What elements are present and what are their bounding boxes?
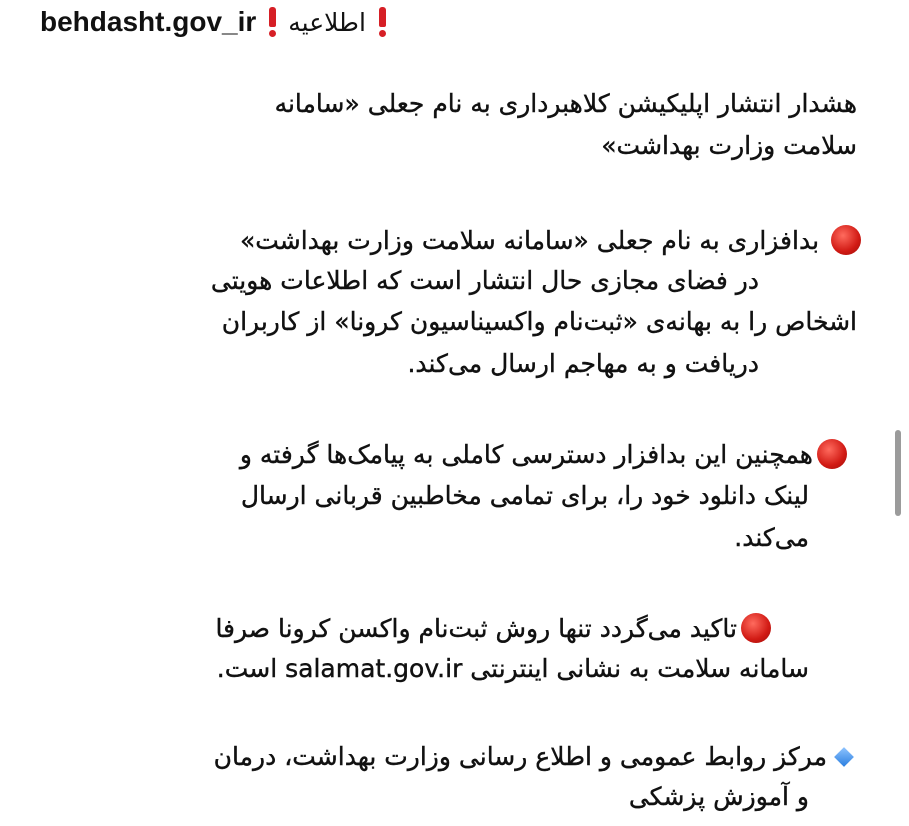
blue-diamond-icon <box>834 747 854 767</box>
caption-line: می‌کند. <box>734 523 809 552</box>
caption-line: و آموزش پزشکی <box>628 782 809 811</box>
caption-line <box>31 222 861 260</box>
caption-line: اشخاص را به بهانه‌ی «ثبت‌نام واکسیناسیون کرونا» از کاربران <box>221 307 857 336</box>
exclamation-icon <box>268 7 276 37</box>
caption-line: در فضای مجازی حال انتشار است که اطلاعات هویتی <box>210 266 759 295</box>
caption-text: مرکز روابط عمومی و اطلاع رسانی وزارت بهداشت، درمان <box>213 742 827 771</box>
caption-text: همچنین این بدافزار دسترسی کاملی به پیامک‌ها گرفته و <box>239 440 813 469</box>
post-title: اطلاعیه <box>288 7 366 37</box>
username-link[interactable]: behdasht.gov_ir <box>40 6 257 37</box>
exclamation-icon <box>378 7 386 37</box>
caption-line: سلامت وزارت بهداشت» <box>601 131 857 160</box>
caption-line: هشدار انتشار اپلیکیشن کلاهبرداری به نام جعلی «سامانه <box>274 89 857 118</box>
caption-line: لینک دانلود خود را، برای تمامی مخاطبین قربانی ارسال <box>240 481 809 510</box>
red-circle-icon <box>817 439 847 469</box>
scrollbar[interactable] <box>895 430 901 516</box>
caption-line: دریافت و به مهاجم ارسال می‌کند. <box>407 349 759 378</box>
caption-line <box>27 738 857 776</box>
caption-line <box>17 436 847 474</box>
caption-line: سامانه سلامت به نشانی اینترنتی salamat.gov.ir است. <box>216 654 809 683</box>
post-header <box>40 2 386 42</box>
red-circle-icon <box>741 613 771 643</box>
caption-text: بدافزاری به نام جعلی «سامانه سلامت وزارت بهداشت» <box>239 226 820 255</box>
caption-text: تاکید می‌گردد تنها روش ثبت‌نام واکسن کرونا صرفا <box>215 614 737 643</box>
caption-line <box>0 610 771 648</box>
red-circle-icon <box>831 225 861 255</box>
